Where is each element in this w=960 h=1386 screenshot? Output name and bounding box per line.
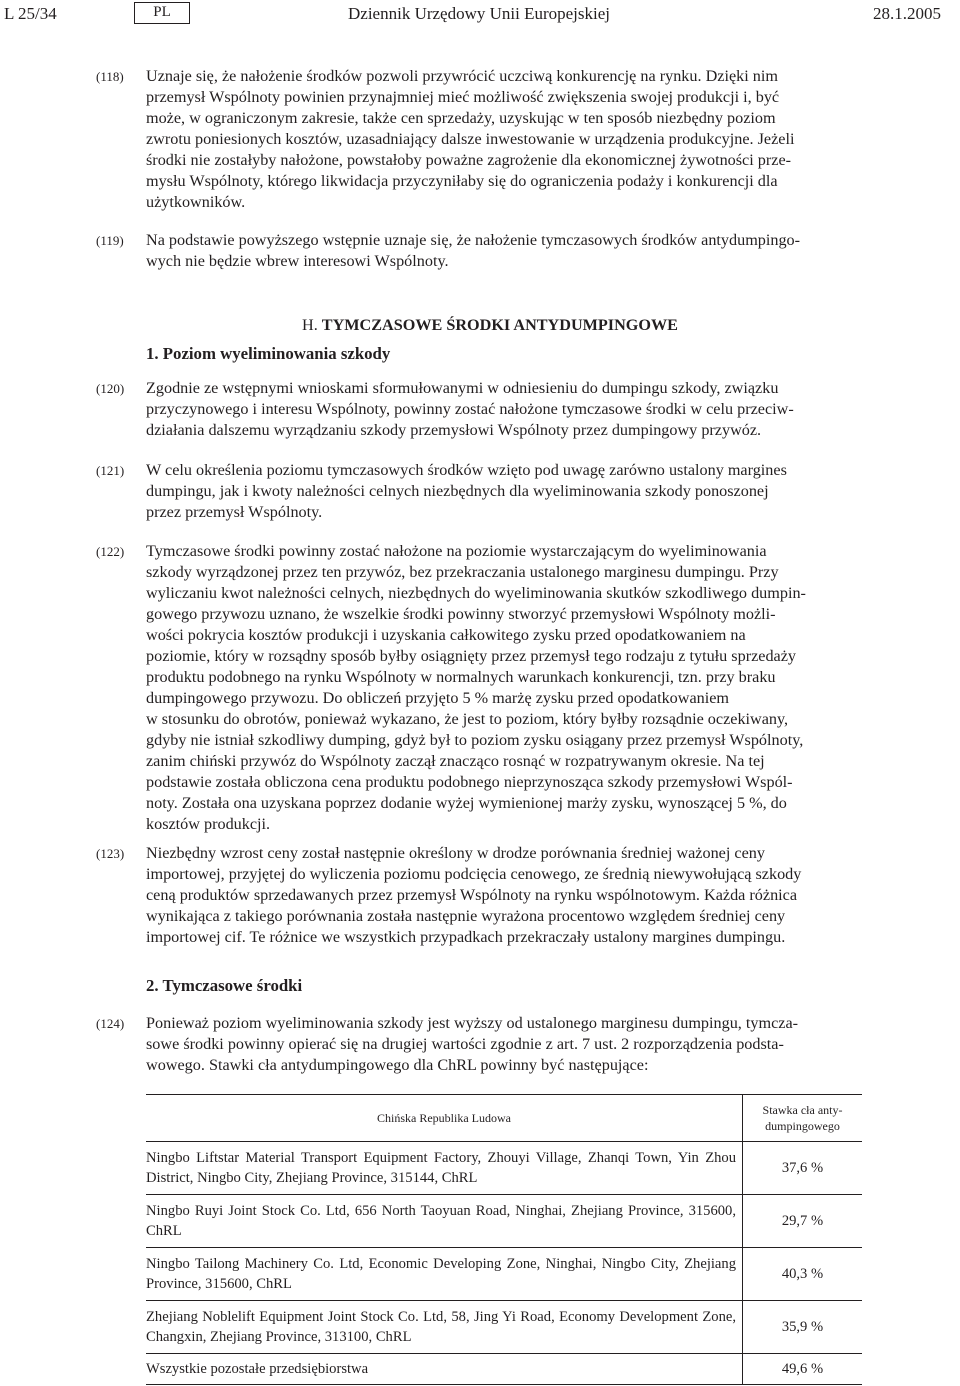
paragraph-number: (120) [96,381,125,396]
company-cell: Zhejiang Noblelift Equipment Joint Stock Co. Ltd, 58, Jing Yi Road, Economy Development Zone, Changxin, Zhejiang Province, 313100, ChRL [146,1301,743,1354]
paragraph-line: może, w ograniczonym zakresie, także cen sprzedaży, uzyskując w ten sposób niezbędny poziom [146,109,776,127]
rate-cell: 35,9 % [743,1301,863,1354]
paragraph-number: (122) [96,544,125,559]
paragraph-line: wowego. Stawki cła antydumpingowego dla ChRL powinny być następujące: [146,1056,649,1074]
paragraph-line: przez przemysł Wspólnoty. [146,503,323,521]
paragraph-number: (124) [96,1016,125,1031]
paragraph-line: gdyby nie istniał szkodliwy dumping, gdyż był to poziom zysku osiągany przez przemysł Wspólnoty, [146,731,804,749]
rate-cell: 37,6 % [743,1142,863,1195]
paragraph-number: (123) [96,846,125,861]
paragraph-line: przemysł Wspólnoty powinien przynajmniej mieć możliwość zwiększenia swojej produkcji i, być [146,88,780,106]
paragraph-line: dumpingu, jak i kwoty należności celnych niezbędnych dla wyeliminowania szkody ponoszonej [146,482,769,500]
duty-rates-table [146,1094,862,1385]
subsection-name: Tymczasowe środki [162,976,303,995]
paragraph-118 [146,66,862,213]
table-row [146,1301,862,1354]
paragraph-line: zwrotu poniesionych kosztów, uzasadniający dalsze inwestowanie w urządzenia produkcyjne. Jeżeli [146,130,795,148]
paragraph-number: (119) [96,233,124,248]
section-title [302,316,678,335]
table-row [146,1195,862,1248]
paragraph-number: (121) [96,463,125,478]
paragraph-line: dumpingowego przywozu. Do obliczeń przyjęto 5 % marżę zysku przed opodatkowaniem [146,689,730,707]
table-row [146,1142,862,1195]
paragraph-line: Tymczasowe środki powinny zostać nałożone na poziomie wystarczającym do wyeliminowania [146,542,767,560]
subsection-number: 2. [146,976,159,995]
paragraph-line: wynikająca z takiego porównania została następnie wyrażona procentowo względem średniej ceny [146,907,786,925]
paragraph-line: Ponieważ poziom wyeliminowania szkody jest wyższy od ustalonego marginesu dumpingu, tymcza- [146,1014,799,1032]
paragraph-line: produktu podobnego na rynku Wspólnoty w normalnych warunkach konkurencji, tzn. przy braku [146,668,776,686]
journal-title: Dziennik Urzędowy Unii Europejskiej [348,4,611,23]
paragraph-line: importowej, przyjętej do wyliczenia poziomu podcięcia cenowego, ze średnią niewywołującą szkody [146,865,802,883]
paragraph-line: zanim chiński przywóz do Wspólnoty zaczął znacząco rosnąć w rozpatrywanym okresie. Na tej [146,752,765,770]
paragraph-line: importowej cif. Te różnice we wszystkich przypadkach przekraczały ustalony margines dumpingu. [146,928,786,946]
subsection-number: 1. [146,344,159,363]
paragraph-119 [146,230,862,272]
paragraph-line: ceną produktów sprzedawanych przez przemysł Wspólnoty na rynku wspólnotowym. Każda różnica [146,886,798,904]
paragraph-line: poziomie, który w rozsądny sposób byłby osiągnięty przez przemysł tego rodzaju z tytułu sprzedaży [146,647,797,665]
paragraph-line: Na podstawie powyższego wstępnie uznaje się, że nałożenie tymczasowych środków antydumpingo- [146,231,801,249]
paragraph-123 [146,843,862,948]
company-cell: Ningbo Liftstar Material Transport Equipment Factory, Zhouyi Village, Zhanqi Town, Yin Zhou District, Ningbo City, Zhejiang Province, 315144, ChRL [146,1142,743,1195]
paragraph-line: podstawie została obliczona cena produktu podobnego nieprzynosząca szkody przemysłowi Wspól- [146,773,793,791]
paragraph-line: wości pokrycia kosztów produkcji i uzyskania całkowitego zysku przed opodatkowaniem na [146,626,746,644]
company-cell: Ningbo Ruyi Joint Stock Co. Ltd, 656 North Taoyuan Road, Ninghai, Zhejiang Province, 315600, ChRL [146,1195,743,1248]
paragraph-line: wyliczaniu kwot należności celnych, niezbędnych do wyeliminowania skutków szkodliwego dumpin- [146,584,806,602]
paragraph-line: sowe środki powinny opierać się na drugiej wartości zgodnie z art. 7 ust. 2 rozporządzenia podsta- [146,1035,784,1053]
paragraph-line: kosztów produkcji. [146,815,271,833]
subsection-title [146,976,302,996]
table-header-row [146,1095,862,1142]
paragraph-line: użytkowników. [146,193,246,211]
paragraph-line: wych nie będzie wbrew interesowi Wspólnoty. [146,252,449,270]
paragraph-line: W celu określenia poziomu tymczasowych środków wzięto pod uwagę zarówno ustalony margines [146,461,787,479]
paragraph-line: gowego przywozu uznano, że wszelkie środki powinny stworzyć przemysłowi Wspólnoty możli- [146,605,776,623]
paragraph-120 [146,378,862,441]
paragraph-122 [146,541,862,835]
paragraph-124 [146,1013,862,1076]
paragraph-line: działania dalszemu wyrządzaniu szkody przemysłowi Wspólnoty przez dumpingowy przywóz. [146,421,762,439]
page-number: L 25/34 [4,4,57,23]
paragraph-line: Uznaje się, że nałożenie środków pozwoli przywrócić uczciwą konkurencję na rynku. Dzięki nim [146,67,778,85]
paragraph-line: szkody wyrządzonej przez ten przywóz, bez przekraczania ustalonego marginesu dumpingu. Przy [146,563,779,581]
section-letter: H. [302,316,318,334]
subsection-title [146,344,390,364]
subsection-name: Poziom wyeliminowania szkody [162,344,391,363]
publication-date: 28.1.2005 [873,4,941,23]
company-cell: Wszystkie pozostałe przedsiębiorstwa [146,1354,743,1385]
table-row [146,1248,862,1301]
paragraph-line: środki nie zostałyby nałożone, powstałoby poważne zagrożenie dla ekonomicznej żywotności prze- [146,151,792,169]
company-cell: Ningbo Tailong Machinery Co. Ltd, Economic Developing Zone, Ninghai, Ningbo City, Zhejiang Province, 315600, ChRL [146,1248,743,1301]
paragraph-line: przyczynowego i interesu Wspólnoty, powinny zostać nałożone tymczasowe środki w celu przeciw- [146,400,794,418]
table-header-rate: Stawka cła anty-dumpingowego [743,1095,863,1142]
rate-cell: 49,6 % [743,1354,863,1385]
rate-cell: 29,7 % [743,1195,863,1248]
paragraph-number: (118) [96,69,124,84]
table-header-country: Chińska Republika Ludowa [146,1095,743,1142]
rate-cell: 40,3 % [743,1248,863,1301]
paragraph-line: Niezbędny wzrost ceny został następnie określony w drodze porównania średniej ważonej ceny [146,844,765,862]
paragraph-line: noty. Została ona uzyskana poprzez dodanie wyżej wymienionej marży zysku, wynoszącej 5 %, do [146,794,787,812]
section-name: TYMCZASOWE ŚRODKI ANTYDUMPINGOWE [321,316,678,334]
paragraph-line: Zgodnie ze wstępnymi wnioskami sformułowanymi w odniesieniu do dumpingu szkody, związku [146,379,779,397]
paragraph-line: mysłu Wspólnoty, którego likwidacja przyczyniłaby się do ograniczenia podaży i konkurencji dla [146,172,778,190]
paragraph-121 [146,460,862,523]
table-row [146,1354,862,1385]
language-badge: PL [134,2,190,24]
paragraph-line: w stosunku do obrotów, ponieważ wykazano, że jest to poziom, który byłby rozsądnie oczekiwany, [146,710,789,728]
page-header [0,0,960,30]
